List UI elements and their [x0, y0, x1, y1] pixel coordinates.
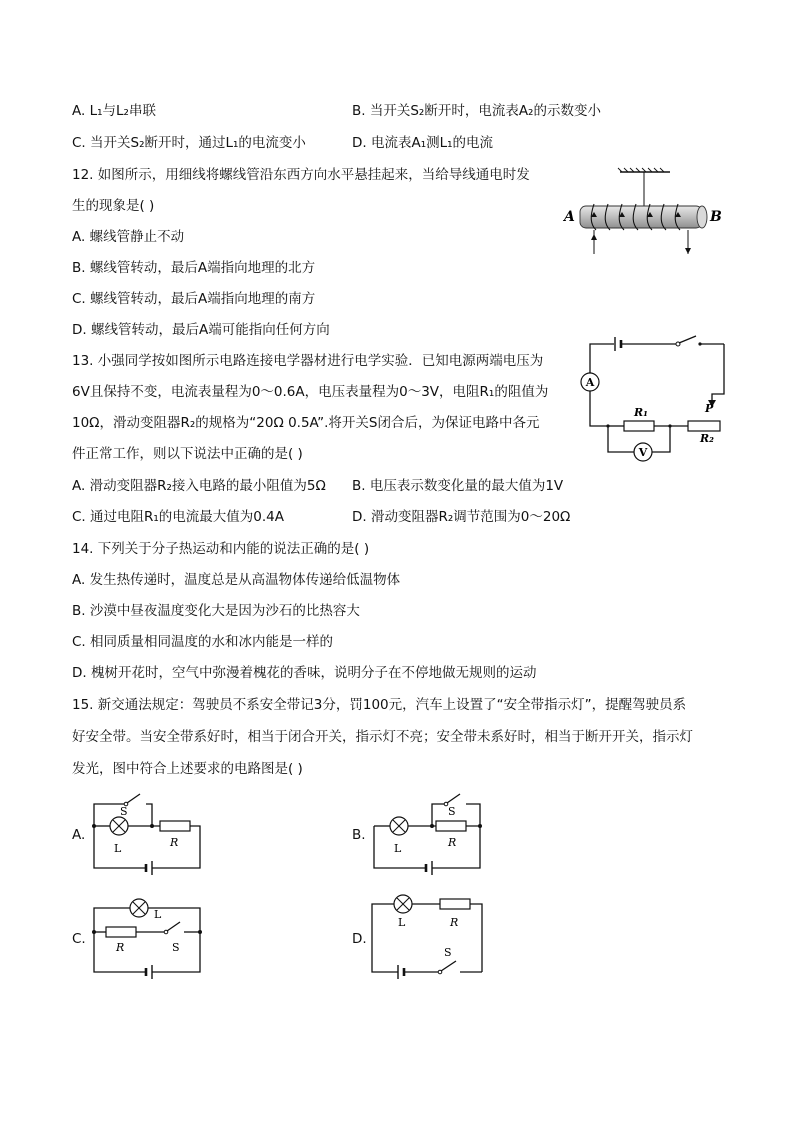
- q12-option-a: A. 螺线管静止不动: [72, 229, 185, 245]
- q12-stem-line1: 12. 如图所示，用细线将螺线管沿东西方向水平悬挂起来，当给导线通电时发: [72, 167, 530, 183]
- q13-option-b: B. 电压表示数变化量的最大值为1V: [352, 478, 564, 494]
- q11-option-a: A. L₁与L₂串联: [72, 103, 156, 119]
- q13-circuit-figure: [578, 334, 730, 464]
- switch-label: S: [120, 805, 128, 818]
- q14-option-c: C. 相同质量相同温度的水和冰内能是一样的: [72, 634, 334, 650]
- q12-option-c: C. 螺线管转动，最后A端指向地理的南方: [72, 291, 316, 307]
- switch-label: S: [172, 941, 180, 954]
- q13-stem-line4: 件正常工作，则以下说法中正确的是( ): [72, 446, 303, 462]
- r1-label: R₁: [634, 406, 648, 419]
- end-a-label: A: [564, 209, 575, 225]
- q14-option-b: B. 沙漠中昼夜温度变化大是因为沙石的比热容大: [72, 603, 360, 619]
- q13-stem-line3: 10Ω，滑动变阻器R₂的规格为“20Ω 0.5A”.将开关S闭合后，为保证电路中各元: [72, 415, 540, 431]
- q15-option-b-label: B.: [352, 827, 366, 843]
- ammeter-label: A: [585, 376, 595, 389]
- q14-option-d: D. 槐树开花时，空气中弥漫着槐花的香味，说明分子在不停地做无规则的运动: [72, 665, 537, 681]
- lamp-label: L: [394, 842, 402, 855]
- switch-label: S: [444, 946, 452, 959]
- resistor-label: R: [450, 916, 459, 929]
- voltmeter-label: V: [638, 446, 648, 459]
- q15-stem-line2: 好安全带。当安全带系好时，相当于闭合开关，指示灯不亮；安全带未系好时，相当于断开开关，指示灯: [72, 729, 693, 745]
- resistor-label: R: [170, 836, 179, 849]
- q15-option-d-label: D.: [352, 931, 367, 947]
- q13-option-c: C. 通过电阻R₁的电流最大值为0.4A: [72, 509, 285, 525]
- lamp-label: L: [398, 916, 406, 929]
- q15-circuit-d: [366, 894, 486, 980]
- q13-option-d: D. 滑动变阻器R₂调节范围为0～20Ω: [352, 509, 571, 525]
- solenoid-figure: [560, 168, 730, 258]
- q11-option-c: C. 当开关S₂断开时，通过L₁的电流变小: [72, 135, 306, 151]
- q14-stem: 14. 下列关于分子热运动和内能的说法正确的是( ): [72, 541, 370, 557]
- resistor-label: R: [116, 941, 125, 954]
- lamp-label: L: [114, 842, 122, 855]
- q14-option-a: A. 发生热传递时，温度总是从高温物体传递给低温物体: [72, 572, 401, 588]
- switch-label: S: [448, 805, 456, 818]
- q13-option-a: A. 滑动变阻器R₂接入电路的最小阻值为5Ω: [72, 478, 326, 494]
- q15-option-a-label: A.: [72, 827, 86, 843]
- q15-circuit-c: [86, 896, 206, 980]
- lamp-label: L: [154, 908, 162, 921]
- q13-stem-line1: 13. 小强同学按如图所示电路连接电学器材进行电学实验．已知电源两端电压为: [72, 353, 544, 369]
- q11-option-d: D. 电流表A₁测L₁的电流: [352, 135, 494, 151]
- q12-option-b: B. 螺线管转动，最后A端指向地理的北方: [72, 260, 316, 276]
- slider-p-label: P: [705, 402, 714, 415]
- q15-option-c-label: C.: [72, 931, 86, 947]
- q15-circuit-b: [366, 790, 486, 880]
- end-b-label: B: [710, 209, 722, 225]
- q12-option-d: D. 螺线管转动，最后A端可能指向任何方向: [72, 322, 330, 338]
- q15-stem-line1: 15. 新交通法规定：驾驶员不系安全带记3分，罚100元，汽车上设置了“安全带指示灯”，提醒驾驶员系: [72, 697, 687, 713]
- q13-stem-line2: 6V且保持不变，电流表量程为0～0.6A，电压表量程为0～3V，电阻R₁的阻值为: [72, 384, 549, 400]
- q15-circuit-a: [86, 790, 206, 880]
- q15-stem-line3: 发光，图中符合上述要求的电路图是( ): [72, 761, 303, 777]
- q11-option-b: B. 当开关S₂断开时，电流表A₂的示数变小: [352, 103, 601, 119]
- resistor-label: R: [448, 836, 457, 849]
- q12-stem-line2: 生的现象是( ): [72, 198, 155, 214]
- r2-label: R₂: [700, 432, 714, 445]
